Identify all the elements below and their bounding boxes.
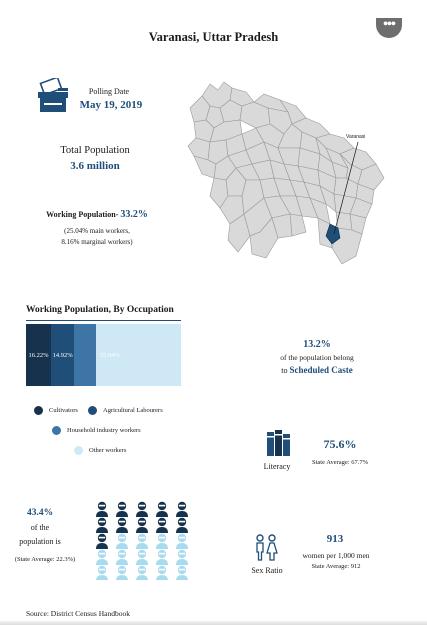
person-icon-filled [156,518,168,533]
person-icon-empty [156,534,168,549]
legend-item-household-industry [52,426,141,435]
person-icon-filled [156,502,168,517]
person-icon-empty [96,550,108,565]
urban-text-population: population is [19,537,61,546]
sex-ratio-label: Sex Ratio [251,566,283,575]
person-icon-empty [116,566,128,580]
bar-value-label: 14.92% [52,351,73,359]
sex-ratio-state-average: State Average: 912 [311,563,361,570]
person-icon-empty [176,534,188,549]
working-population-label: Working Population- [46,210,119,219]
total-population-value: 3.6 million [70,160,120,172]
working-breakdown-line2: 8.16% marginal workers) [61,238,133,246]
legend-item-cultivators [34,406,78,415]
polling-date-value: May 19, 2019 [79,99,143,111]
literacy-state-average: State Average: 67.7% [311,459,368,466]
urban-pct: 43.4% [26,508,54,518]
working-population-pct: 33.2% [120,209,148,220]
state-districts [188,82,384,264]
person-icon-empty [136,566,148,580]
person-icon-empty [116,534,128,549]
bar-value-label: 55.04% [99,351,120,359]
working-breakdown-line1: (25.04% main workers, [64,227,130,235]
person-icon-empty [96,566,108,580]
person-icon-empty [156,550,168,565]
person-icon-empty [156,566,168,580]
male-female-icon [252,534,280,562]
scheduled-caste-text2 [262,365,372,375]
scheduled-caste-pct: 13.2% [303,339,331,350]
varanasi-map-label: Varanasi [346,134,366,140]
person-icon-filled [116,518,128,533]
more-options-button[interactable]: ••• [376,18,402,38]
literacy-pct: 75.6% [323,437,357,451]
urban-state-average: (State Average: 22.3%) [14,556,76,563]
sex-ratio-value: 913 [326,533,344,545]
person-icon-empty [176,566,188,580]
person-icon-filled [116,502,128,517]
legend-item-agricultural-labourers [88,406,163,415]
occupation-title-rule [26,320,181,321]
scheduled-caste-prefix: to [281,366,288,375]
person-icon-filled [96,502,108,517]
person-icon-filled [96,534,108,549]
bar-value-label: 16.22% [28,351,49,359]
legend-swatch [74,446,83,455]
people-grid [94,500,194,580]
person-icon-filled [176,502,188,517]
ballot-box-icon [34,78,72,116]
bar-segment-0 [26,324,51,386]
page-title: Varanasi, Uttar Pradesh [148,30,279,44]
bar-segment-3 [96,324,181,386]
person-icon-empty [136,534,148,549]
working-population-breakdown [22,226,172,248]
scheduled-caste-highlight: Scheduled Caste [289,365,353,375]
person-icon-empty [176,550,188,565]
footer-divider [0,621,427,625]
legend-label: Household industry workers [67,427,141,434]
source-citation: Source: District Census Handbook [26,609,130,618]
polling-date-label: Polling Date [88,87,130,96]
sex-ratio-text: women per 1,000 men [302,551,370,560]
bar-segment-1 [51,324,74,386]
scheduled-caste-text: of the population belong [280,353,354,362]
legend-label: Cultivators [49,407,78,414]
legend-label: Agricultural Labourers [103,407,163,414]
bar-segment-2 [74,324,95,386]
legend-swatch [88,406,97,415]
working-population-heading [22,209,172,220]
total-population-label: Total Population [60,145,130,156]
person-icon-filled [136,502,148,517]
urban-text-of: of the [30,523,50,532]
legend-swatch [34,406,43,415]
uttar-pradesh-map [180,68,390,273]
person-icon-filled [176,518,188,533]
literacy-label: Literacy [263,462,291,471]
person-icon-empty [136,550,148,565]
legend-label: Other workers [89,447,127,454]
occupation-chart-title: Working Population, By Occupation [26,305,174,315]
legend-swatch [52,426,61,435]
person-icon-filled [96,518,108,533]
legend-item-other-workers [74,446,126,455]
books-icon [264,428,294,458]
person-icon-filled [136,518,148,533]
person-icon-empty [116,550,128,565]
